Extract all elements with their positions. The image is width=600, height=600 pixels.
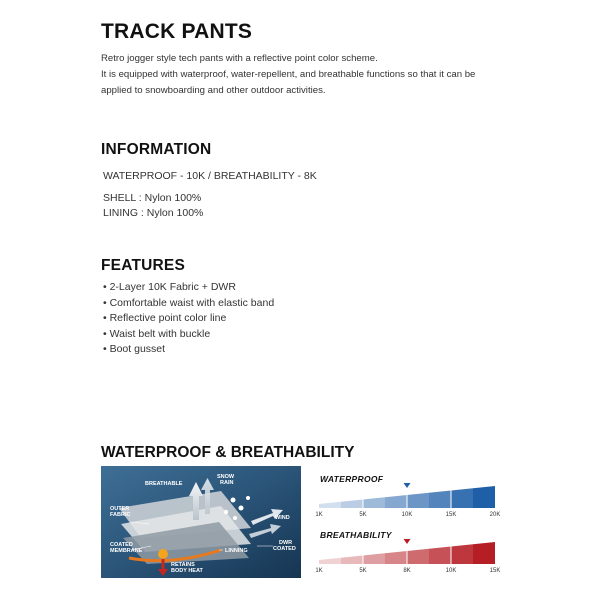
breathability-bar-segment [319,558,341,564]
feature-item: • Waist belt with buckle [103,327,274,343]
page-title: TRACK PANTS [101,20,253,43]
waterproof-tick-label: 15K [445,512,457,518]
label-dwr: DWR [279,540,293,546]
features-list [103,280,274,358]
snow-dot [239,506,244,511]
snow-dot [231,498,236,503]
waterproof-bar-segment [407,493,429,508]
breathability-tick-label: 5K [359,568,367,574]
feature-item: • Boot gusset [103,342,274,358]
breathability-tick-label: 8K [403,568,411,574]
shell-text: SHELL : Nylon 100% [103,192,202,204]
waterproof-tick-label: 10K [401,512,413,518]
breathability-bar-segment [363,553,385,564]
label-coated: COATED [110,542,133,548]
label-dwr-coated: COATED [273,546,296,552]
breathability-tick-label: 10K [445,568,457,574]
heat-core [158,549,168,559]
description [101,51,475,99]
label-body-heat: BODY HEAT [171,568,203,574]
snow-dot [233,516,237,520]
waterproof-bar-segment [319,502,341,508]
label-retains: RETAINS [171,562,195,568]
breathability-scale [318,538,496,568]
waterproof-tick-label: 20K [489,512,501,518]
breathability-bar-segment [407,549,429,564]
waterproof-tick-label: 5K [359,512,367,518]
features-heading: FEATURES [101,257,185,274]
description-line: It is equipped with waterproof, water-repellent, and breathable functions so that it can be [101,69,476,80]
waterproof-bar-segment [429,491,451,509]
breathability-scale-title: BREATHABILITY [320,530,392,540]
waterproof-bar-segment [385,495,407,508]
breathability-bar-segment [429,547,451,565]
breathability-tick-label: 15K [489,568,501,574]
label-breathable: BREATHABLE [145,481,183,487]
waterproof-bar-segment [473,486,495,508]
feature-item: • 2-Layer 10K Fabric + DWR [103,280,274,296]
breathability-marker [404,539,411,544]
label-snow: SNOW [217,474,235,480]
waterproof-tick-label: 1K [315,512,323,518]
snow-dot [246,496,250,500]
waterproof-bar-segment [363,497,385,508]
lining-text: LINING : Nylon 100% [103,207,204,219]
breathability-bar-segment [451,544,473,564]
label-wind: WIND [275,515,290,521]
feature-item: • Reflective point color line [103,311,274,327]
breathability-bar-segment [473,542,495,564]
information-heading: INFORMATION [101,141,212,158]
label-lining: LINNING [225,548,248,554]
waterproof-scale [318,482,496,512]
label-outer: OUTER [110,506,130,512]
snow-dot [224,510,228,514]
waterproof-bar-segment [341,500,363,509]
description-line: Retro jogger style tech pants with a reflective point color scheme. [101,53,378,64]
wb-heading: WATERPROOF & BREATHABILITY [101,444,355,461]
breathability-bar-segment [385,551,407,564]
description-line: applied to snowboarding and other outdoor activities. [101,85,326,96]
label-fabric: FABRIC [110,512,131,518]
waterproof-marker [404,483,411,488]
breathability-tick-label: 1K [315,568,323,574]
fabric-layer-diagram [101,466,301,578]
label-rain: RAIN [220,480,234,486]
label-membrane: MEMBRANE [110,548,143,554]
waterproof-bar-segment [451,488,473,508]
breathability-bar-segment [341,556,363,565]
feature-item: • Comfortable waist with elastic band [103,296,274,312]
rating-text: WATERPROOF - 10K / BREATHABILITY - 8K [103,170,317,182]
waterproof-scale-title: WATERPROOF [320,474,384,484]
